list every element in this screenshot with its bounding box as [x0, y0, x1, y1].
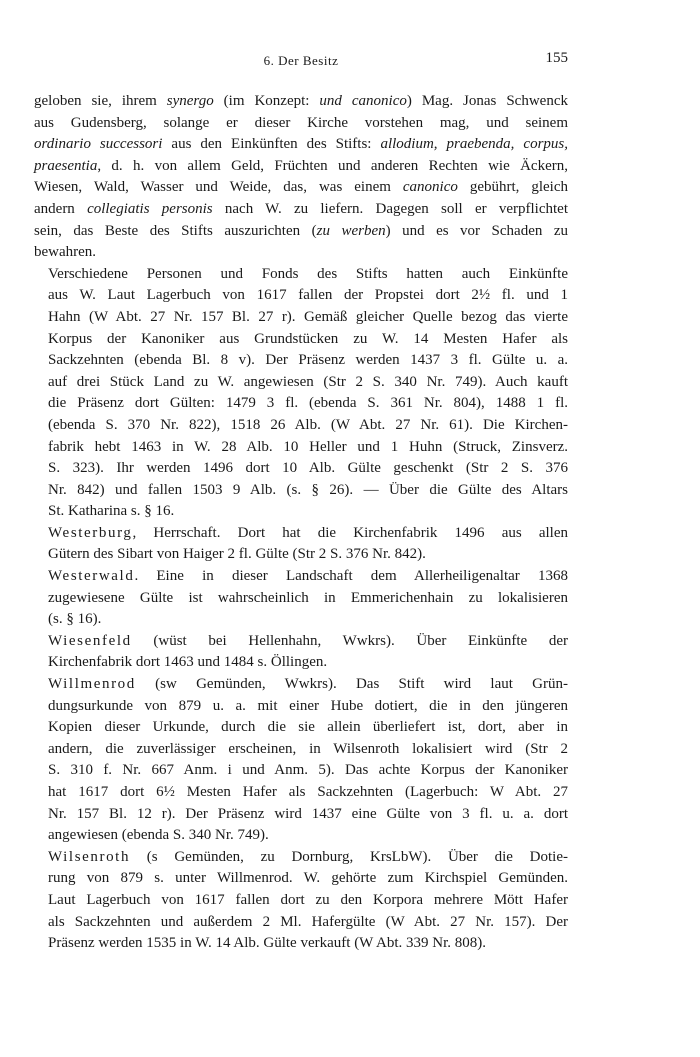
chapter-heading: 6. Der Besitz [263, 53, 339, 68]
text-line: andern, die zuverlässiger erscheinen, in Wilsenroth lokalisiert wird (Str 2 [48, 740, 568, 757]
paragraph-p3 [34, 523, 568, 566]
text-line: S. 323). Ihr werden 1496 dort 10 Alb. Gülte geschenkt (Str 2 S. 376 [48, 460, 568, 477]
text-line: (s. § 16). [48, 611, 102, 628]
text-line: als Sackzehnten und außerdem 2 Ml. Hafergülte (W Abt. 27 Nr. 157). Der [48, 913, 568, 930]
text-line: (ebenda S. 370 Nr. 822), 1518 26 Alb. (W Abt. 27 Nr. 61). Die Kirchen- [48, 416, 568, 433]
text-line: hat 1617 dort 6½ Mesten Hafer als Sackzehnten (Lagerbuch: W Abt. 27 [48, 784, 568, 800]
paragraph-p1 [34, 91, 568, 264]
text-line: geloben sie, ihrem synergo (im Konzept: und canonico) Mag. Jonas Schwenck [34, 93, 568, 109]
text-line: angewiesen (ebenda S. 340 Nr. 749). [48, 827, 269, 844]
text-line: Korpus der Kanoniker aus Grundstücken zu W. 14 Mesten Hafer als [48, 330, 568, 347]
text-line: Nr. 842) und fallen 1503 9 Alb. (s. § 26). — Über die Gülte des Altars [48, 481, 568, 498]
text-line: Wiesenfeld (wüst bei Hellenhahn, Wwkrs). Über Einkünfte der [48, 632, 568, 649]
text-line: Sackzehnten (ebenda Bl. 8 v). Der Präsenz werden 1437 3 fl. Gülte u. a. [48, 352, 568, 369]
text-line: ordinario successori aus den Einkünften des Stifts: allodium, praebenda, corpus, [34, 136, 568, 153]
text-line: Präsenz werden 1535 in W. 14 Alb. Gülte verkauft (W Abt. 339 Nr. 808). [48, 935, 486, 952]
text-line: Westerburg, Herrschaft. Dort hat die Kirchenfabrik 1496 aus allen [48, 524, 568, 541]
text-line: S. 310 f. Nr. 667 Anm. i und Anm. 5). Das achte Korpus der Kanoniker [48, 762, 568, 779]
text-line: Wiesen, Wald, Wasser und Weide, das, was einem canonico gebührt, gleich [34, 179, 568, 196]
text-line: Hahn (W Abt. 27 Nr. 157 Bl. 27 r). Gemäß gleicher Quelle bezog das vierte [48, 308, 568, 325]
text-line: sein, das Beste des Stifts auszurichten (zu werben) und es vor Schaden zu [34, 222, 568, 239]
text-line: dungsurkunde von 879 u. a. mit einer Hube dotiert, die in den jüngeren [48, 697, 568, 714]
text-line: Nr. 157 Bl. 12 r). Der Präsenz wird 1437 eine Gülte von 3 fl. u. a. dort [48, 805, 568, 822]
text-line: fabrik hebt 1463 in W. 28 Alb. 10 Heller und 1 Huhn (Struck, Zinsverz. [48, 438, 568, 455]
text-line: Westerwald. Eine in dieser Landschaft dem Allerheiligenaltar 1368 [48, 568, 568, 585]
text-line: Willmenrod (sw Gemünden, Wwkrs). Das Stift wird laut Grün- [48, 676, 568, 693]
text-line: Kopien dieser Urkunde, durch die sie allein überliefert ist, dort, aber in [48, 719, 568, 736]
text-line: die Präsenz dort Gülten: 1479 3 fl. (ebenda S. 361 Nr. 804), 1488 1 fl. [48, 395, 568, 412]
text-line: andern collegiatis personis nach W. zu liefern. Dagegen soll er verpflichtet [34, 200, 569, 217]
body-text [34, 91, 568, 955]
paragraph-p4 [34, 566, 568, 631]
paragraph-p7 [34, 847, 568, 955]
text-line: aus W. Laut Lagerbuch von 1617 fallen der Propstei dort 2½ fl. und 1 [48, 287, 568, 304]
text-line: aus Gudensberg, solange er dieser Kirche vorstehen mag, und seinem [34, 114, 568, 131]
text-line: Gütern des Sibart von Haiger 2 fl. Gülte (Str 2 S. 376 Nr. 842). [48, 546, 426, 563]
paragraph-p6 [34, 674, 568, 847]
paragraph-p2 [34, 264, 568, 523]
text-line: Verschiedene Personen und Fonds des Stifts hatten auch Einkünfte [48, 265, 568, 282]
text-line: Wilsenroth (s Gemünden, zu Dornburg, KrsLbW). Über die Dotie- [48, 848, 568, 865]
text-line: zugewiesene Gülte ist wahrscheinlich in Emmerichenhain zu lokalisieren [48, 589, 568, 606]
paragraph-p5 [34, 631, 568, 674]
page-number: 155 [545, 50, 568, 66]
text-line: Laut Lagerbuch von 1617 fallen dort zu den Korpora mehrere Mött Hafer [48, 891, 568, 908]
text-line: St. Katharina s. § 16. [48, 503, 175, 520]
running-head [34, 50, 568, 72]
text-line: praesentia, d. h. von allem Geld, Früchten und anderen Rechten wie Äckern, [34, 157, 568, 174]
text-line: bewahren. [34, 244, 97, 261]
text-line: auf drei Stück Land zu W. angewiesen (Str 2 S. 340 Nr. 749). Auch kauft [48, 373, 568, 390]
text-line: Kirchenfabrik dort 1463 und 1484 s. Öllingen. [48, 654, 328, 671]
text-line: rung von 879 s. unter Willmenrod. W. gehörte zum Kirchspiel Gemünden. [48, 870, 568, 887]
